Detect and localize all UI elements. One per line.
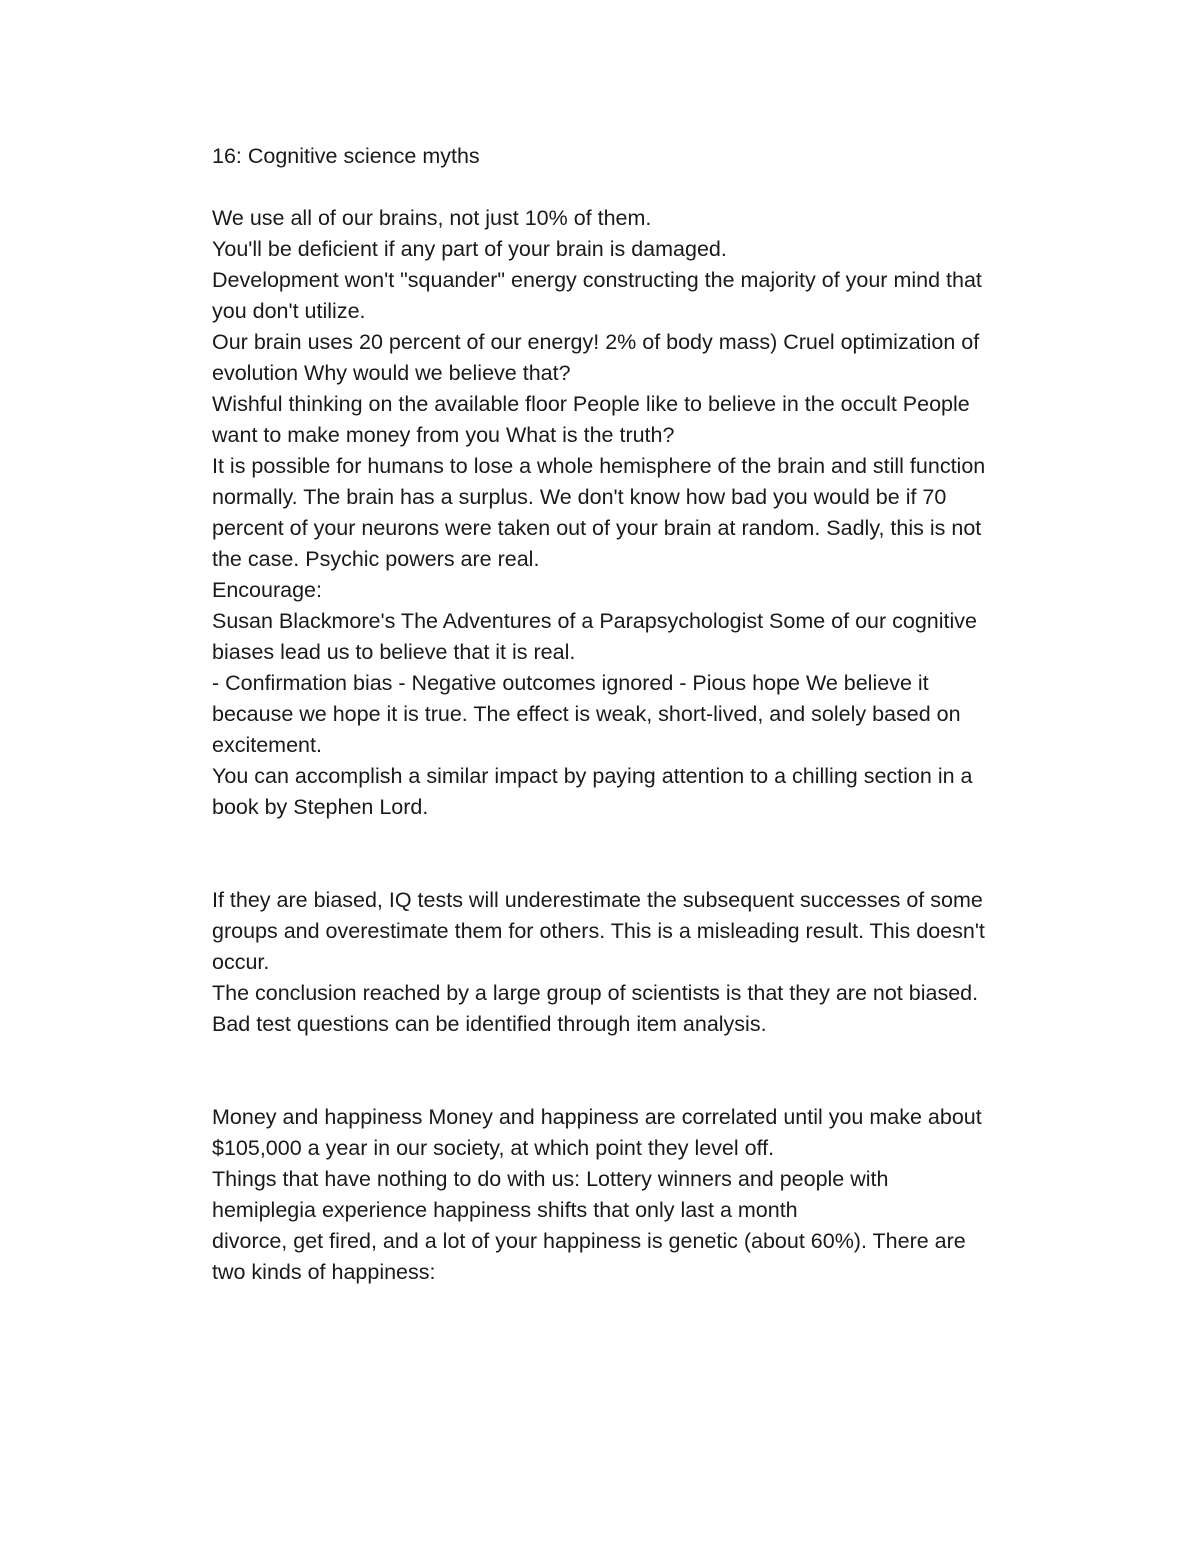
paragraph-line: Susan Blackmore's The Adventures of a Parapsychologist Some of our cognitive [212, 609, 977, 633]
document-body [212, 141, 1072, 1288]
spacer [212, 172, 1072, 203]
paragraph-line: divorce, get fired, and a lot of your happiness is genetic (about 60%). There are [212, 1229, 966, 1253]
paragraph-line: percent of your neurons were taken out of your brain at random. Sadly, this is not [212, 516, 982, 540]
paragraph-line: Wishful thinking on the available floor People like to believe in the occult People [212, 392, 970, 416]
paragraph-line: hemiplegia experience happiness shifts that only last a month [212, 1198, 798, 1222]
paragraph-line: Encourage: [212, 578, 322, 602]
paragraph-line: because we hope it is true. The effect is weak, short-lived, and solely based on [212, 702, 961, 726]
paragraph-line: evolution Why would we believe that? [212, 361, 571, 385]
paragraph-line: biases lead us to believe that it is real. [212, 640, 576, 664]
paragraph-line: The conclusion reached by a large group of scientists is that they are not biased. [212, 981, 979, 1005]
paragraph-line: - Confirmation bias - Negative outcomes ignored - Pious hope We believe it [212, 671, 929, 695]
paragraph-line: groups and overestimate them for others. This is a misleading result. This doesn't [212, 919, 985, 943]
paragraph-line: You can accomplish a similar impact by paying attention to a chilling section in a [212, 764, 973, 788]
spacer [212, 854, 1072, 885]
paragraph-line: two kinds of happiness: [212, 1260, 436, 1284]
paragraph-line: you don't utilize. [212, 299, 366, 323]
paragraph-line: It is possible for humans to lose a whole hemisphere of the brain and still function [212, 454, 986, 478]
spacer [212, 823, 1072, 854]
paragraph-line: want to make money from you What is the truth? [212, 423, 675, 447]
paragraph-line: normally. The brain has a surplus. We don't know how bad you would be if 70 [212, 485, 947, 509]
paragraph-line: If they are biased, IQ tests will underestimate the subsequent successes of some [212, 888, 983, 912]
paragraph-line: We use all of our brains, not just 10% of them. [212, 206, 652, 230]
paragraph-line: Development won't "squander" energy constructing the majority of your mind that [212, 268, 982, 292]
paragraph-line: Bad test questions can be identified through item analysis. [212, 1012, 767, 1036]
paragraph-line: excitement. [212, 733, 322, 757]
paragraph-line: the case. Psychic powers are real. [212, 547, 540, 571]
spacer [212, 1071, 1072, 1102]
paragraph-line: Things that have nothing to do with us: Lottery winners and people with [212, 1167, 889, 1191]
paragraph-line: Money and happiness Money and happiness are correlated until you make about [212, 1105, 982, 1129]
paragraph-line: book by Stephen Lord. [212, 795, 429, 819]
document-title: 16: Cognitive science myths [212, 144, 480, 168]
spacer [212, 1040, 1072, 1071]
paragraph-line: You'll be deficient if any part of your brain is damaged. [212, 237, 727, 261]
paragraph-line: Our brain uses 20 percent of our energy! 2% of body mass) Cruel optimization of [212, 330, 980, 354]
paragraph-line: occur. [212, 950, 270, 974]
paragraph-line: $105,000 a year in our society, at which point they level off. [212, 1136, 775, 1160]
